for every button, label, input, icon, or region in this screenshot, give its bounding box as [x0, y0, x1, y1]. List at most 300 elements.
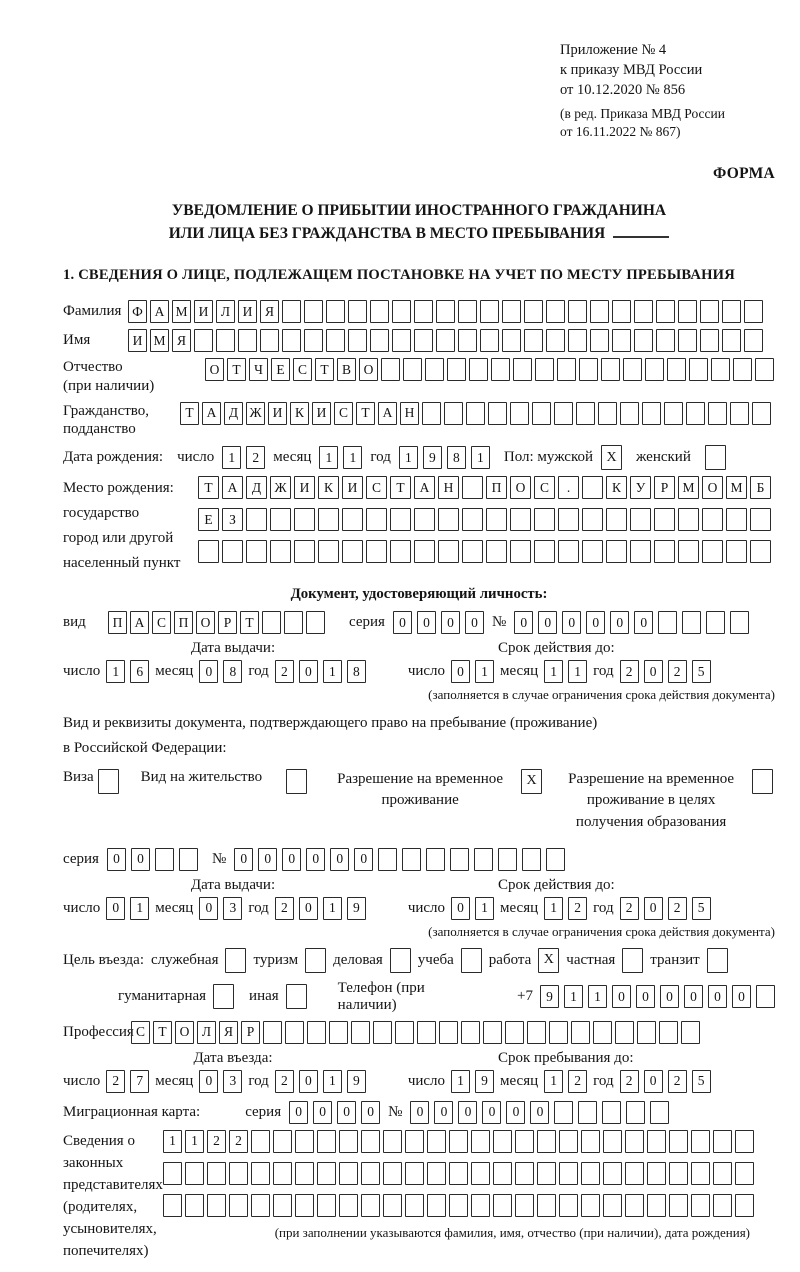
- char-cell[interactable]: Т: [315, 358, 334, 381]
- char-cell[interactable]: [449, 1194, 468, 1217]
- char-cell[interactable]: [654, 540, 675, 563]
- char-cell[interactable]: [735, 1162, 754, 1185]
- char-cell[interactable]: 0: [506, 1101, 525, 1124]
- char-cell[interactable]: [458, 300, 477, 323]
- char-cell[interactable]: [546, 848, 565, 871]
- char-cell[interactable]: [351, 1021, 370, 1044]
- char-cell[interactable]: [326, 329, 345, 352]
- char-cell[interactable]: [612, 329, 631, 352]
- char-cell[interactable]: [630, 540, 651, 563]
- char-cell[interactable]: [471, 1194, 490, 1217]
- char-cell[interactable]: Т: [390, 476, 411, 499]
- char-cell[interactable]: [603, 1130, 622, 1153]
- char-cell[interactable]: [438, 540, 459, 563]
- char-cell[interactable]: [155, 848, 174, 871]
- sex-male-checkbox[interactable]: X: [601, 445, 622, 470]
- char-cell[interactable]: 0: [199, 1070, 218, 1093]
- char-cell[interactable]: 0: [514, 611, 533, 634]
- char-cell[interactable]: [612, 300, 631, 323]
- char-cell[interactable]: 2: [620, 1070, 639, 1093]
- char-cell[interactable]: У: [630, 476, 651, 499]
- char-cell[interactable]: 0: [131, 848, 150, 871]
- visa-checkbox[interactable]: [98, 769, 119, 794]
- char-cell[interactable]: [304, 329, 323, 352]
- char-cell[interactable]: О: [359, 358, 378, 381]
- char-cell[interactable]: 5: [692, 660, 711, 683]
- char-cell[interactable]: О: [205, 358, 224, 381]
- char-cell[interactable]: [447, 358, 466, 381]
- char-cell[interactable]: 9: [423, 446, 442, 469]
- char-cell[interactable]: [645, 358, 664, 381]
- char-cell[interactable]: [691, 1194, 710, 1217]
- char-cell[interactable]: [251, 1162, 270, 1185]
- char-cell[interactable]: П: [108, 611, 127, 634]
- char-cell[interactable]: 2: [668, 897, 687, 920]
- char-cell[interactable]: [405, 1162, 424, 1185]
- char-cell[interactable]: 1: [323, 897, 342, 920]
- char-cell[interactable]: М: [726, 476, 747, 499]
- char-cell[interactable]: [568, 329, 587, 352]
- char-cell[interactable]: [603, 1162, 622, 1185]
- char-cell[interactable]: [480, 329, 499, 352]
- char-cell[interactable]: Ж: [270, 476, 291, 499]
- char-cell[interactable]: 0: [530, 1101, 549, 1124]
- char-cell[interactable]: [422, 402, 441, 425]
- char-cell[interactable]: [755, 358, 774, 381]
- char-cell[interactable]: 1: [323, 1070, 342, 1093]
- char-cell[interactable]: [414, 508, 435, 531]
- char-cell[interactable]: [700, 329, 719, 352]
- char-cell[interactable]: [462, 540, 483, 563]
- char-cell[interactable]: [735, 1130, 754, 1153]
- char-cell[interactable]: Я: [172, 329, 191, 352]
- char-cell[interactable]: [461, 1021, 480, 1044]
- char-cell[interactable]: [669, 1194, 688, 1217]
- char-cell[interactable]: 0: [199, 897, 218, 920]
- char-cell[interactable]: А: [222, 476, 243, 499]
- char-cell[interactable]: 9: [540, 985, 559, 1008]
- char-cell[interactable]: [606, 508, 627, 531]
- purpose-tranzit-checkbox[interactable]: [707, 948, 728, 973]
- char-cell[interactable]: 2: [207, 1130, 226, 1153]
- purpose-gumanitarnaya-checkbox[interactable]: [213, 984, 234, 1009]
- char-cell[interactable]: 0: [299, 1070, 318, 1093]
- char-cell[interactable]: 0: [234, 848, 253, 871]
- char-cell[interactable]: [534, 508, 555, 531]
- char-cell[interactable]: [656, 329, 675, 352]
- char-cell[interactable]: 1: [185, 1130, 204, 1153]
- char-cell[interactable]: [449, 1130, 468, 1153]
- char-cell[interactable]: [438, 508, 459, 531]
- purpose-chastnaya-checkbox[interactable]: [622, 948, 643, 973]
- char-cell[interactable]: [378, 848, 397, 871]
- purpose-turizm-checkbox[interactable]: [305, 948, 326, 973]
- rvp-edu-checkbox[interactable]: [752, 769, 773, 794]
- char-cell[interactable]: [568, 300, 587, 323]
- char-cell[interactable]: [403, 358, 422, 381]
- char-cell[interactable]: [722, 300, 741, 323]
- char-cell[interactable]: 1: [222, 446, 241, 469]
- char-cell[interactable]: [603, 1194, 622, 1217]
- char-cell[interactable]: 3: [223, 1070, 242, 1093]
- char-cell[interactable]: [535, 358, 554, 381]
- char-cell[interactable]: 0: [434, 1101, 453, 1124]
- char-cell[interactable]: Е: [198, 508, 219, 531]
- char-cell[interactable]: [678, 329, 697, 352]
- char-cell[interactable]: Б: [750, 476, 771, 499]
- char-cell[interactable]: [634, 300, 653, 323]
- char-cell[interactable]: 2: [275, 1070, 294, 1093]
- char-cell[interactable]: В: [337, 358, 356, 381]
- char-cell[interactable]: [462, 508, 483, 531]
- char-cell[interactable]: [686, 402, 705, 425]
- char-cell[interactable]: [515, 1130, 534, 1153]
- char-cell[interactable]: [733, 358, 752, 381]
- char-cell[interactable]: [462, 476, 483, 499]
- char-cell[interactable]: [427, 1130, 446, 1153]
- char-cell[interactable]: [270, 508, 291, 531]
- char-cell[interactable]: Я: [219, 1021, 238, 1044]
- char-cell[interactable]: [370, 300, 389, 323]
- char-cell[interactable]: 0: [732, 985, 751, 1008]
- char-cell[interactable]: [486, 540, 507, 563]
- char-cell[interactable]: 9: [475, 1070, 494, 1093]
- char-cell[interactable]: 0: [482, 1101, 501, 1124]
- char-cell[interactable]: [318, 508, 339, 531]
- purpose-sluzhebnaya-checkbox[interactable]: [225, 948, 246, 973]
- char-cell[interactable]: И: [128, 329, 147, 352]
- char-cell[interactable]: Т: [198, 476, 219, 499]
- char-cell[interactable]: Д: [224, 402, 243, 425]
- char-cell[interactable]: [625, 1194, 644, 1217]
- char-cell[interactable]: [366, 540, 387, 563]
- char-cell[interactable]: [342, 540, 363, 563]
- char-cell[interactable]: 1: [544, 660, 563, 683]
- char-cell[interactable]: [582, 476, 603, 499]
- char-cell[interactable]: [307, 1021, 326, 1044]
- char-cell[interactable]: [318, 540, 339, 563]
- char-cell[interactable]: [471, 1162, 490, 1185]
- char-cell[interactable]: И: [194, 300, 213, 323]
- char-cell[interactable]: [713, 1194, 732, 1217]
- char-cell[interactable]: [752, 402, 771, 425]
- char-cell[interactable]: С: [293, 358, 312, 381]
- char-cell[interactable]: [601, 358, 620, 381]
- sex-female-checkbox[interactable]: [705, 445, 726, 470]
- char-cell[interactable]: Р: [241, 1021, 260, 1044]
- char-cell[interactable]: [669, 1162, 688, 1185]
- char-cell[interactable]: [392, 300, 411, 323]
- char-cell[interactable]: [700, 300, 719, 323]
- char-cell[interactable]: Т: [356, 402, 375, 425]
- char-cell[interactable]: [366, 508, 387, 531]
- char-cell[interactable]: О: [510, 476, 531, 499]
- char-cell[interactable]: 0: [451, 660, 470, 683]
- char-cell[interactable]: [198, 540, 219, 563]
- char-cell[interactable]: Д: [246, 476, 267, 499]
- char-cell[interactable]: 0: [361, 1101, 380, 1124]
- char-cell[interactable]: 0: [330, 848, 349, 871]
- char-cell[interactable]: [691, 1162, 710, 1185]
- char-cell[interactable]: [295, 1162, 314, 1185]
- char-cell[interactable]: [681, 1021, 700, 1044]
- char-cell[interactable]: [381, 358, 400, 381]
- char-cell[interactable]: [361, 1130, 380, 1153]
- char-cell[interactable]: [207, 1194, 226, 1217]
- char-cell[interactable]: 1: [343, 446, 362, 469]
- char-cell[interactable]: [163, 1194, 182, 1217]
- char-cell[interactable]: 0: [410, 1101, 429, 1124]
- char-cell[interactable]: 8: [223, 660, 242, 683]
- char-cell[interactable]: [370, 329, 389, 352]
- char-cell[interactable]: 0: [306, 848, 325, 871]
- char-cell[interactable]: [744, 300, 763, 323]
- char-cell[interactable]: 1: [544, 897, 563, 920]
- char-cell[interactable]: 0: [451, 897, 470, 920]
- char-cell[interactable]: Т: [227, 358, 246, 381]
- char-cell[interactable]: 1: [564, 985, 583, 1008]
- char-cell[interactable]: С: [131, 1021, 150, 1044]
- char-cell[interactable]: [295, 1194, 314, 1217]
- char-cell[interactable]: [532, 402, 551, 425]
- char-cell[interactable]: [185, 1162, 204, 1185]
- char-cell[interactable]: Т: [240, 611, 259, 634]
- char-cell[interactable]: [493, 1162, 512, 1185]
- char-cell[interactable]: [602, 1101, 621, 1124]
- char-cell[interactable]: [708, 402, 727, 425]
- char-cell[interactable]: 1: [568, 660, 587, 683]
- char-cell[interactable]: 0: [644, 897, 663, 920]
- char-cell[interactable]: [689, 358, 708, 381]
- char-cell[interactable]: [546, 329, 565, 352]
- char-cell[interactable]: [554, 1101, 573, 1124]
- char-cell[interactable]: [515, 1162, 534, 1185]
- char-cell[interactable]: И: [294, 476, 315, 499]
- char-cell[interactable]: [650, 1101, 669, 1124]
- char-cell[interactable]: 0: [684, 985, 703, 1008]
- char-cell[interactable]: П: [174, 611, 193, 634]
- char-cell[interactable]: 2: [229, 1130, 248, 1153]
- char-cell[interactable]: М: [678, 476, 699, 499]
- char-cell[interactable]: 1: [588, 985, 607, 1008]
- residence-permit-checkbox[interactable]: [286, 769, 307, 794]
- char-cell[interactable]: [405, 1194, 424, 1217]
- char-cell[interactable]: [348, 300, 367, 323]
- char-cell[interactable]: [678, 508, 699, 531]
- char-cell[interactable]: 1: [451, 1070, 470, 1093]
- rvp-checkbox[interactable]: X: [521, 769, 542, 794]
- char-cell[interactable]: А: [378, 402, 397, 425]
- char-cell[interactable]: [559, 1162, 578, 1185]
- char-cell[interactable]: Ф: [128, 300, 147, 323]
- char-cell[interactable]: 0: [199, 660, 218, 683]
- char-cell[interactable]: [559, 1194, 578, 1217]
- char-cell[interactable]: [491, 358, 510, 381]
- char-cell[interactable]: [480, 300, 499, 323]
- char-cell[interactable]: А: [150, 300, 169, 323]
- char-cell[interactable]: [654, 508, 675, 531]
- char-cell[interactable]: 5: [692, 897, 711, 920]
- char-cell[interactable]: [634, 329, 653, 352]
- char-cell[interactable]: [395, 1021, 414, 1044]
- char-cell[interactable]: 0: [107, 848, 126, 871]
- char-cell[interactable]: 0: [610, 611, 629, 634]
- char-cell[interactable]: [546, 300, 565, 323]
- char-cell[interactable]: И: [268, 402, 287, 425]
- char-cell[interactable]: [262, 611, 281, 634]
- char-cell[interactable]: 2: [620, 660, 639, 683]
- purpose-delovaya-checkbox[interactable]: [390, 948, 411, 973]
- char-cell[interactable]: [185, 1194, 204, 1217]
- char-cell[interactable]: [659, 1021, 678, 1044]
- char-cell[interactable]: [285, 1021, 304, 1044]
- char-cell[interactable]: [620, 402, 639, 425]
- char-cell[interactable]: [493, 1194, 512, 1217]
- char-cell[interactable]: 0: [538, 611, 557, 634]
- char-cell[interactable]: С: [534, 476, 555, 499]
- char-cell[interactable]: [238, 329, 257, 352]
- char-cell[interactable]: [582, 540, 603, 563]
- char-cell[interactable]: 0: [644, 1070, 663, 1093]
- char-cell[interactable]: [417, 1021, 436, 1044]
- char-cell[interactable]: К: [606, 476, 627, 499]
- char-cell[interactable]: [383, 1194, 402, 1217]
- char-cell[interactable]: [229, 1162, 248, 1185]
- char-cell[interactable]: О: [196, 611, 215, 634]
- char-cell[interactable]: [590, 329, 609, 352]
- char-cell[interactable]: [582, 508, 603, 531]
- char-cell[interactable]: 0: [441, 611, 460, 634]
- char-cell[interactable]: [576, 402, 595, 425]
- char-cell[interactable]: [702, 540, 723, 563]
- char-cell[interactable]: 2: [275, 897, 294, 920]
- char-cell[interactable]: [339, 1194, 358, 1217]
- char-cell[interactable]: Л: [197, 1021, 216, 1044]
- char-cell[interactable]: 0: [634, 611, 653, 634]
- char-cell[interactable]: [658, 611, 677, 634]
- char-cell[interactable]: [625, 1130, 644, 1153]
- char-cell[interactable]: [656, 300, 675, 323]
- char-cell[interactable]: 0: [458, 1101, 477, 1124]
- char-cell[interactable]: [273, 1162, 292, 1185]
- purpose-ucheba-checkbox[interactable]: [461, 948, 482, 973]
- char-cell[interactable]: [317, 1162, 336, 1185]
- char-cell[interactable]: [579, 358, 598, 381]
- char-cell[interactable]: 0: [354, 848, 373, 871]
- char-cell[interactable]: [730, 611, 749, 634]
- char-cell[interactable]: [623, 358, 642, 381]
- char-cell[interactable]: [390, 508, 411, 531]
- char-cell[interactable]: [682, 611, 701, 634]
- char-cell[interactable]: [626, 1101, 645, 1124]
- char-cell[interactable]: Т: [180, 402, 199, 425]
- char-cell[interactable]: [450, 848, 469, 871]
- char-cell[interactable]: 0: [586, 611, 605, 634]
- char-cell[interactable]: 2: [668, 660, 687, 683]
- char-cell[interactable]: 2: [668, 1070, 687, 1093]
- char-cell[interactable]: 2: [275, 660, 294, 683]
- char-cell[interactable]: [713, 1130, 732, 1153]
- char-cell[interactable]: [598, 402, 617, 425]
- char-cell[interactable]: [390, 540, 411, 563]
- char-cell[interactable]: [744, 329, 763, 352]
- char-cell[interactable]: [427, 1194, 446, 1217]
- char-cell[interactable]: [414, 540, 435, 563]
- char-cell[interactable]: [647, 1130, 666, 1153]
- char-cell[interactable]: 1: [399, 446, 418, 469]
- char-cell[interactable]: [581, 1130, 600, 1153]
- char-cell[interactable]: 7: [130, 1070, 149, 1093]
- char-cell[interactable]: [216, 329, 235, 352]
- char-cell[interactable]: [706, 611, 725, 634]
- char-cell[interactable]: [284, 611, 303, 634]
- char-cell[interactable]: [590, 300, 609, 323]
- purpose-inaya-checkbox[interactable]: [286, 984, 307, 1009]
- char-cell[interactable]: [522, 848, 541, 871]
- char-cell[interactable]: 1: [544, 1070, 563, 1093]
- char-cell[interactable]: [295, 1130, 314, 1153]
- char-cell[interactable]: [179, 848, 198, 871]
- char-cell[interactable]: [194, 329, 213, 352]
- char-cell[interactable]: [246, 508, 267, 531]
- char-cell[interactable]: С: [152, 611, 171, 634]
- char-cell[interactable]: [361, 1162, 380, 1185]
- char-cell[interactable]: [578, 1101, 597, 1124]
- char-cell[interactable]: [647, 1194, 666, 1217]
- char-cell[interactable]: [678, 300, 697, 323]
- char-cell[interactable]: [361, 1194, 380, 1217]
- char-cell[interactable]: [251, 1130, 270, 1153]
- char-cell[interactable]: [488, 402, 507, 425]
- char-cell[interactable]: .: [558, 476, 579, 499]
- char-cell[interactable]: 8: [447, 446, 466, 469]
- char-cell[interactable]: [515, 1194, 534, 1217]
- char-cell[interactable]: 2: [106, 1070, 125, 1093]
- char-cell[interactable]: [502, 300, 521, 323]
- char-cell[interactable]: [537, 1194, 556, 1217]
- char-cell[interactable]: [436, 300, 455, 323]
- char-cell[interactable]: О: [175, 1021, 194, 1044]
- char-cell[interactable]: [458, 329, 477, 352]
- char-cell[interactable]: [294, 508, 315, 531]
- char-cell[interactable]: [513, 358, 532, 381]
- char-cell[interactable]: 2: [568, 1070, 587, 1093]
- char-cell[interactable]: [246, 540, 267, 563]
- char-cell[interactable]: Л: [216, 300, 235, 323]
- char-cell[interactable]: 1: [130, 897, 149, 920]
- char-cell[interactable]: [524, 300, 543, 323]
- char-cell[interactable]: [260, 329, 279, 352]
- char-cell[interactable]: [405, 1130, 424, 1153]
- char-cell[interactable]: А: [202, 402, 221, 425]
- char-cell[interactable]: [537, 1130, 556, 1153]
- char-cell[interactable]: [713, 1162, 732, 1185]
- char-cell[interactable]: [664, 402, 683, 425]
- char-cell[interactable]: [711, 358, 730, 381]
- char-cell[interactable]: С: [366, 476, 387, 499]
- char-cell[interactable]: [263, 1021, 282, 1044]
- char-cell[interactable]: 0: [282, 848, 301, 871]
- char-cell[interactable]: [498, 848, 517, 871]
- char-cell[interactable]: [339, 1130, 358, 1153]
- char-cell[interactable]: [373, 1021, 392, 1044]
- char-cell[interactable]: [222, 540, 243, 563]
- char-cell[interactable]: 0: [562, 611, 581, 634]
- char-cell[interactable]: К: [318, 476, 339, 499]
- char-cell[interactable]: 0: [337, 1101, 356, 1124]
- char-cell[interactable]: О: [702, 476, 723, 499]
- char-cell[interactable]: [642, 402, 661, 425]
